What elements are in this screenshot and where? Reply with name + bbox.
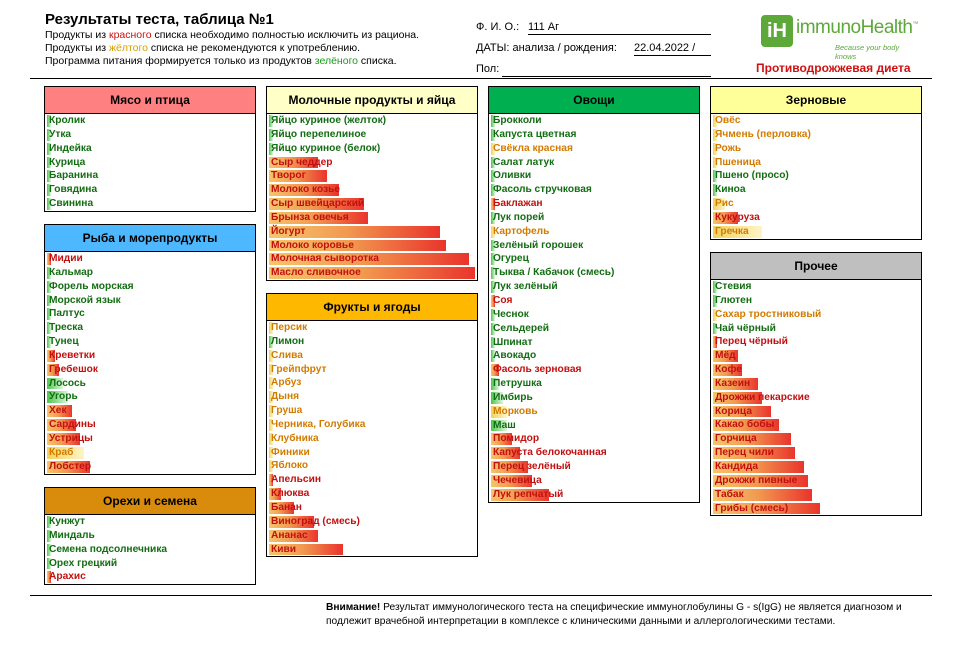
food-item bbox=[45, 515, 255, 529]
food-item bbox=[489, 488, 699, 502]
food-item bbox=[267, 543, 477, 557]
food-name: Апельсин bbox=[271, 474, 321, 486]
food-item bbox=[45, 557, 255, 571]
food-item bbox=[711, 183, 921, 197]
food-list bbox=[45, 114, 255, 211]
food-item bbox=[489, 419, 699, 433]
food-item bbox=[489, 308, 699, 322]
fio-label: Ф. И. О.: bbox=[476, 21, 520, 33]
food-item bbox=[267, 114, 477, 128]
food-item bbox=[267, 128, 477, 142]
food-item bbox=[45, 335, 255, 349]
food-item bbox=[711, 322, 921, 336]
food-name: Слива bbox=[271, 349, 303, 361]
food-name: Маш bbox=[493, 419, 516, 431]
footer-divider bbox=[30, 595, 932, 596]
food-name: Кандида bbox=[715, 460, 759, 472]
food-item bbox=[45, 197, 255, 211]
food-item bbox=[489, 156, 699, 170]
food-item bbox=[711, 294, 921, 308]
food-item bbox=[267, 183, 477, 197]
food-name: Сельдерей bbox=[493, 322, 550, 334]
food-item bbox=[45, 460, 255, 474]
diet-name: Противодрожжевая диета bbox=[756, 61, 911, 75]
food-list bbox=[711, 114, 921, 239]
category-fruits bbox=[266, 293, 478, 557]
food-name: Рожь bbox=[715, 142, 742, 154]
food-name: Помидор bbox=[493, 433, 540, 445]
category-header: Молочные продукты и яйца bbox=[267, 87, 477, 114]
food-name: Гребешок bbox=[49, 363, 98, 375]
food-name: Киноа bbox=[715, 184, 746, 196]
food-item bbox=[711, 349, 921, 363]
food-item bbox=[489, 197, 699, 211]
food-name: Лук репчатый bbox=[493, 488, 564, 500]
food-name: Творог bbox=[271, 170, 306, 182]
food-name: Перец чёрный bbox=[715, 336, 788, 348]
category-nuts bbox=[44, 487, 256, 585]
food-item bbox=[267, 501, 477, 515]
category-header: Орехи и семена bbox=[45, 488, 255, 515]
food-name: Стевия bbox=[715, 281, 752, 292]
food-item bbox=[489, 211, 699, 225]
food-item bbox=[711, 211, 921, 225]
food-item bbox=[489, 128, 699, 142]
food-name: Чеснок bbox=[493, 308, 529, 320]
food-item bbox=[489, 114, 699, 128]
food-item bbox=[711, 142, 921, 156]
food-name: Брокколи bbox=[493, 115, 542, 126]
food-name: Сардины bbox=[49, 419, 96, 431]
food-name: Шпинат bbox=[493, 336, 533, 348]
food-item bbox=[711, 460, 921, 474]
food-name: Кофе bbox=[715, 364, 742, 376]
category-header: Прочее bbox=[711, 253, 921, 280]
food-item bbox=[711, 418, 921, 432]
food-item bbox=[45, 142, 255, 156]
food-item bbox=[711, 114, 921, 128]
food-item bbox=[267, 349, 477, 363]
food-name: Казеин bbox=[715, 377, 751, 389]
food-name: Клубника bbox=[271, 432, 319, 444]
dates-field bbox=[476, 42, 716, 58]
food-item bbox=[267, 390, 477, 404]
category-header: Мясо и птица bbox=[45, 87, 255, 114]
food-name: Утка bbox=[49, 128, 72, 140]
food-name: Фасоль зерновая bbox=[493, 364, 582, 376]
food-item bbox=[711, 502, 921, 516]
food-item bbox=[489, 446, 699, 460]
food-name: Тунец bbox=[49, 336, 79, 348]
food-item bbox=[711, 308, 921, 322]
food-item bbox=[45, 543, 255, 557]
food-name: Арбуз bbox=[271, 377, 302, 389]
food-item bbox=[267, 529, 477, 543]
food-item bbox=[45, 183, 255, 197]
food-name: Черника, Голубика bbox=[271, 418, 366, 430]
food-item bbox=[489, 474, 699, 488]
food-name: Табак bbox=[715, 488, 744, 500]
food-name: Дрожжи пивные bbox=[715, 474, 798, 486]
food-item bbox=[267, 404, 477, 418]
food-item bbox=[489, 239, 699, 253]
food-name: Морской язык bbox=[49, 294, 121, 306]
food-name: Авокадо bbox=[493, 350, 537, 362]
sex-field bbox=[476, 63, 716, 79]
food-name: Кукуруза bbox=[715, 211, 760, 223]
food-name: Сыр швейцарский bbox=[271, 198, 365, 210]
food-name: Курица bbox=[49, 156, 86, 168]
food-list bbox=[711, 280, 921, 515]
category-fish bbox=[44, 224, 256, 475]
food-item bbox=[711, 446, 921, 460]
food-list bbox=[45, 252, 255, 474]
food-item bbox=[711, 156, 921, 170]
food-name: Семена подсолнечника bbox=[49, 543, 168, 555]
food-name: Форель морская bbox=[49, 280, 134, 292]
logo-tagline: Because your body knows bbox=[835, 43, 900, 61]
food-name: Мёд bbox=[715, 350, 736, 362]
food-item bbox=[267, 446, 477, 460]
category-meat bbox=[44, 86, 256, 212]
food-name: Капуста белокочанная bbox=[493, 447, 607, 459]
category-header: Рыба и морепродукты bbox=[45, 225, 255, 252]
food-item bbox=[489, 336, 699, 350]
food-name: Пшеница bbox=[715, 156, 761, 168]
food-name: Краб bbox=[49, 446, 74, 458]
food-name: Лобстер bbox=[49, 460, 92, 472]
dates-label: ДАТЫ: анализа / рождения: bbox=[476, 42, 617, 54]
food-name: Пшено (просо) bbox=[715, 170, 789, 182]
food-name: Кунжут bbox=[49, 516, 86, 527]
food-list bbox=[45, 515, 255, 584]
food-item bbox=[45, 252, 255, 266]
logo-brand: immunoHealth™ bbox=[796, 17, 918, 38]
food-name: Зелёный горошек bbox=[493, 239, 584, 251]
header-divider bbox=[30, 78, 932, 79]
category-header: Овощи bbox=[489, 87, 699, 114]
food-item bbox=[711, 488, 921, 502]
food-name: Финики bbox=[271, 446, 310, 458]
food-item bbox=[267, 515, 477, 529]
food-name: Яйцо куриное (желток) bbox=[271, 115, 387, 126]
food-item bbox=[489, 432, 699, 446]
food-item bbox=[489, 349, 699, 363]
food-item bbox=[489, 460, 699, 474]
category-vegetables bbox=[488, 86, 700, 503]
food-name: Молочная сыворотка bbox=[271, 253, 379, 265]
food-item bbox=[45, 570, 255, 584]
dates-value: 22.04.2022 / bbox=[634, 42, 711, 56]
food-item bbox=[489, 252, 699, 266]
food-name: Мидии bbox=[49, 253, 83, 264]
food-name: Рис bbox=[715, 198, 734, 210]
food-name: Грейпфрут bbox=[271, 363, 327, 375]
food-item bbox=[45, 404, 255, 418]
food-name: Яблоко bbox=[271, 460, 309, 472]
food-item bbox=[711, 363, 921, 377]
immunohealth-logo bbox=[761, 15, 921, 61]
food-name: Какао бобы bbox=[715, 419, 775, 431]
food-item bbox=[45, 363, 255, 377]
food-item bbox=[267, 363, 477, 377]
food-item bbox=[711, 169, 921, 183]
food-item bbox=[45, 529, 255, 543]
sex-label: Пол: bbox=[476, 63, 500, 75]
food-name: Яйцо перепелиное bbox=[271, 128, 367, 140]
page-title: Результаты теста, таблица №1 bbox=[45, 11, 274, 28]
food-name: Индейка bbox=[49, 142, 92, 154]
food-name: Хек bbox=[49, 405, 67, 417]
food-name: Морковь bbox=[493, 405, 538, 417]
food-item bbox=[489, 391, 699, 405]
food-name: Лук порей bbox=[493, 211, 545, 223]
food-name: Йогурт bbox=[271, 225, 306, 237]
food-item bbox=[489, 377, 699, 391]
food-name: Гречка bbox=[715, 225, 749, 237]
food-name: Орех грецкий bbox=[49, 557, 118, 569]
food-item bbox=[267, 418, 477, 432]
food-item bbox=[45, 432, 255, 446]
food-item bbox=[45, 294, 255, 308]
food-item bbox=[267, 156, 477, 170]
food-item bbox=[489, 142, 699, 156]
food-item bbox=[489, 225, 699, 239]
food-item bbox=[489, 322, 699, 336]
food-name: Молоко козье bbox=[271, 184, 341, 196]
food-name: Глютен bbox=[715, 294, 752, 306]
food-item bbox=[45, 446, 255, 460]
fio-field bbox=[476, 21, 716, 37]
food-item bbox=[267, 142, 477, 156]
food-name: Кальмар bbox=[49, 266, 94, 278]
food-name: Огурец bbox=[493, 253, 529, 265]
sex-value bbox=[502, 63, 711, 77]
category-dairy bbox=[266, 86, 478, 281]
food-item bbox=[267, 225, 477, 239]
food-item bbox=[267, 473, 477, 487]
food-item bbox=[267, 252, 477, 266]
food-list bbox=[489, 114, 699, 502]
food-item bbox=[711, 405, 921, 419]
food-item bbox=[489, 294, 699, 308]
food-item bbox=[45, 128, 255, 142]
food-item bbox=[267, 239, 477, 253]
food-name: Арахис bbox=[49, 571, 86, 583]
food-item bbox=[45, 349, 255, 363]
food-name: Ананас bbox=[271, 529, 308, 541]
food-name: Баклажан bbox=[493, 198, 543, 210]
food-name: Овёс bbox=[715, 115, 741, 126]
food-name: Миндаль bbox=[49, 529, 95, 541]
food-name: Корица bbox=[715, 405, 752, 417]
food-item bbox=[711, 377, 921, 391]
food-name: Дрожжи пекарские bbox=[715, 391, 810, 403]
food-name: Сыр чеддер bbox=[271, 156, 333, 168]
food-item bbox=[489, 266, 699, 280]
food-name: Лимон bbox=[271, 335, 305, 347]
food-name: Горчица bbox=[715, 433, 757, 445]
food-name: Соя bbox=[493, 294, 513, 306]
food-name: Угорь bbox=[49, 391, 78, 403]
food-item bbox=[267, 321, 477, 335]
food-name: Свёкла красная bbox=[493, 142, 573, 154]
food-item bbox=[45, 169, 255, 183]
food-name: Креветки bbox=[49, 349, 96, 361]
food-name: Яйцо куриное (белок) bbox=[271, 142, 381, 154]
food-item bbox=[45, 114, 255, 128]
food-name: Имбирь bbox=[493, 391, 533, 403]
food-item bbox=[267, 169, 477, 183]
food-name: Киви bbox=[271, 543, 297, 555]
instruction-green: Программа питания формируется только из продуктов зелёного списка. bbox=[45, 55, 397, 67]
food-item bbox=[711, 197, 921, 211]
food-item bbox=[45, 377, 255, 391]
warning-notice: Внимание! Результат иммунологического теста на специфические иммуноглобулины G - s(IgG) не является диагнозом и подлежит врачебной интерпретации в комплексе с клиническими данными и аллергологическими тестами. bbox=[326, 602, 902, 627]
food-item bbox=[267, 335, 477, 349]
food-name: Перец зелёный bbox=[493, 461, 571, 473]
food-item bbox=[711, 225, 921, 239]
food-name: Чай чёрный bbox=[715, 322, 776, 334]
food-name: Грибы (смесь) bbox=[715, 502, 789, 514]
instruction-red: Продукты из красного списка необходимо полностью исключить из рациона. bbox=[45, 29, 420, 41]
food-item bbox=[45, 156, 255, 170]
food-item bbox=[267, 266, 477, 280]
food-name: Груша bbox=[271, 405, 303, 417]
category-header: Зерновые bbox=[711, 87, 921, 114]
food-name: Говядина bbox=[49, 184, 98, 196]
food-item bbox=[267, 432, 477, 446]
food-name: Чечевица bbox=[493, 474, 542, 486]
food-item bbox=[489, 280, 699, 294]
food-name: Свинина bbox=[49, 198, 94, 210]
food-item bbox=[267, 211, 477, 225]
food-name: Лук зелёный bbox=[493, 281, 558, 293]
food-item bbox=[45, 266, 255, 280]
food-item bbox=[45, 390, 255, 404]
food-name: Клюква bbox=[271, 488, 310, 500]
food-name: Палтус bbox=[49, 308, 85, 320]
food-list bbox=[267, 114, 477, 280]
food-name: Ячмень (перловка) bbox=[715, 128, 811, 140]
food-name: Виноград (смесь) bbox=[271, 515, 360, 527]
food-item bbox=[45, 418, 255, 432]
food-name: Дыня bbox=[271, 391, 300, 403]
food-name: Кролик bbox=[49, 115, 86, 126]
food-item bbox=[711, 474, 921, 488]
food-item bbox=[45, 321, 255, 335]
food-item bbox=[45, 280, 255, 294]
food-name: Устрицы bbox=[49, 432, 93, 444]
food-name: Капуста цветная bbox=[493, 128, 577, 140]
food-item bbox=[711, 280, 921, 294]
food-name: Баранина bbox=[49, 170, 99, 182]
food-item bbox=[489, 183, 699, 197]
food-item bbox=[711, 432, 921, 446]
food-name: Брынза овечья bbox=[271, 211, 349, 223]
food-name: Картофель bbox=[493, 225, 550, 237]
food-item bbox=[711, 391, 921, 405]
food-item bbox=[489, 363, 699, 377]
food-name: Фасоль стручковая bbox=[493, 184, 592, 196]
food-name: Петрушка bbox=[493, 378, 542, 390]
food-name: Банан bbox=[271, 501, 302, 513]
logo-mark: iH bbox=[761, 15, 793, 47]
food-item bbox=[267, 487, 477, 501]
food-item bbox=[489, 169, 699, 183]
category-header: Фрукты и ягоды bbox=[267, 294, 477, 321]
food-name: Тыква / Кабачок (смесь) bbox=[493, 267, 615, 279]
category-grains bbox=[710, 86, 922, 240]
food-item bbox=[267, 197, 477, 211]
food-name: Масло сливочное bbox=[271, 267, 361, 279]
food-name: Перец чили bbox=[715, 447, 774, 459]
food-name: Салат латук bbox=[493, 156, 555, 168]
category-other bbox=[710, 252, 922, 516]
food-list bbox=[267, 321, 477, 556]
food-item bbox=[711, 128, 921, 142]
food-name: Треска bbox=[49, 322, 84, 334]
instruction-yellow: Продукты из жёлтого списка не рекомендуются к употреблению. bbox=[45, 42, 361, 54]
food-name: Молоко коровье bbox=[271, 239, 354, 251]
food-name: Персик bbox=[271, 322, 308, 333]
food-item bbox=[45, 307, 255, 321]
food-name: Лосось bbox=[49, 377, 86, 389]
food-item bbox=[267, 376, 477, 390]
food-item bbox=[267, 459, 477, 473]
food-name: Оливки bbox=[493, 170, 532, 182]
fio-value: 111 Аг bbox=[528, 21, 711, 35]
food-name: Сахар тростниковый bbox=[715, 308, 822, 320]
food-item bbox=[489, 405, 699, 419]
food-item bbox=[711, 335, 921, 349]
